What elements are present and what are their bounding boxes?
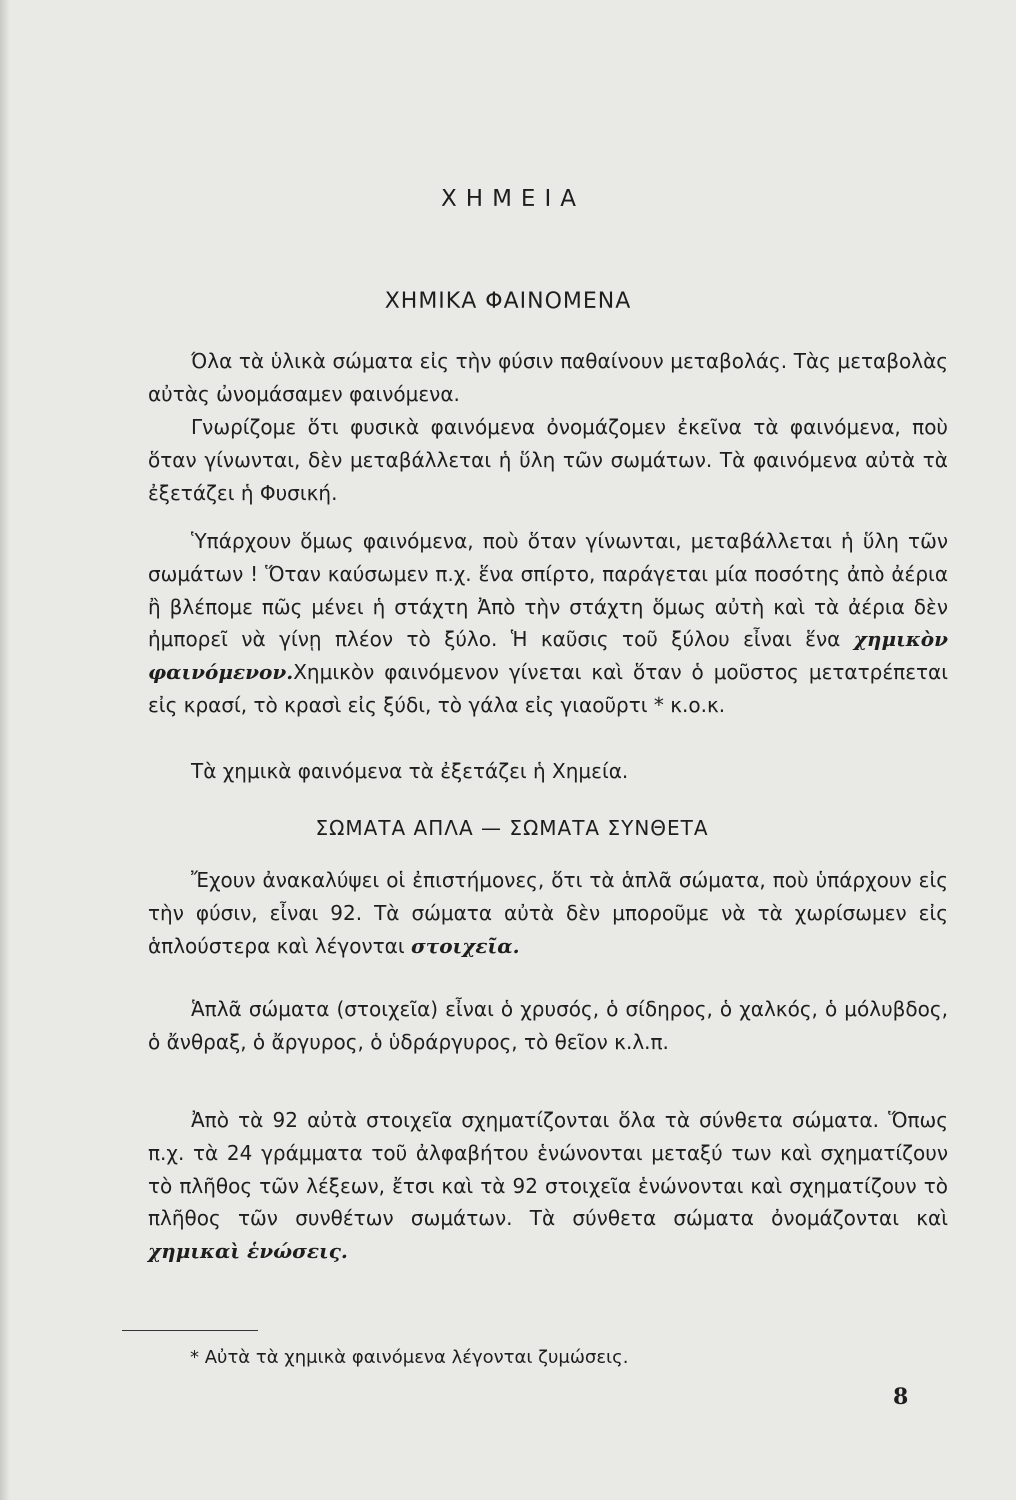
subheading-simple-compound: ΣΩΜΑΤΑ ΑΠΛΑ — ΣΩΜΑΤΑ ΣΥΝΘΕΤΑ	[315, 816, 709, 840]
paragraph-3-tail: Χημικὸν φαινόμενον γίνεται καὶ ὅταν ὁ μοῦστος μετατρέπεται εἰς κρασί, τὸ κρασὶ εἰς ξύδι, τὸ γάλα εἰς γιαοῦρτι * κ.ο.κ.	[148, 660, 948, 717]
paragraph-7-text: Ἀπὸ τὰ 92 αὐτὰ στοιχεῖα σχηματίζονται ὅλα τὰ σύνθετα σώματα. Ὅπως π.χ. τὰ 24 γράμματα τοῦ ἀλφαβήτου ἑνώνονται μεταξύ των καὶ σχηματίζουν τὸ πλῆθος τῶν λέξεων, ἔτσι καὶ τὰ 92 στοιχεῖα ἑνώνονται καὶ σχηματίζουν τὸ πλῆθος τῶν συνθέτων σωμάτων. Τὰ σύνθετα σώματα ὀνομάζονται καὶ	[148, 1108, 948, 1231]
paragraph-3	[148, 525, 948, 722]
footnote-rule	[122, 1330, 258, 1331]
paragraph-3-text: Ὑπάρχουν ὅμως φαινόμενα, ποὺ ὅταν γίνωνται, μεταβάλλεται ἡ ὕλη τῶν σωμάτων ! Ὅταν καύσωμεν π.χ. ἕνα σπίρτο, παράγεται μία ποσότης ἀπὸ ἀέρια ἢ βλέπομε πῶς μένει ἡ στάχτη Ἀπὸ τὴν στάχτη ὅμως αὐτὴ καὶ τὰ ἀέρια δὲν ἠμπορεῖ νὰ γίνῃ πλέον τὸ ξύλο. Ἡ καῦσις τοῦ ξύλου εἶναι ἕνα	[148, 529, 948, 652]
chapter-title: ΧΗΜΕΙΑ	[441, 186, 585, 212]
paragraph-5	[148, 864, 948, 962]
paragraph-4	[148, 755, 948, 788]
section-title: ΧΗΜΙΚΑ ΦΑΙΝΟΜΕΝΑ	[384, 289, 632, 314]
footnote: * Αὐτὰ τὰ χημικὰ φαινόμενα λέγονται ζυμώσεις.	[190, 1347, 629, 1368]
paragraph-6-text: Ἁπλᾶ σώματα (στοιχεῖα) εἶναι ὁ χρυσός, ὁ σίδηρος, ὁ χαλκός, ὁ μόλυβδος, ὁ ἄνθραξ, ὁ ἄργυρος, ὁ ὑδράργυρος, τὸ θεῖον κ.λ.π.	[148, 997, 948, 1054]
paragraph-7-emphasis: χημικαὶ ἑνώσεις.	[148, 1239, 348, 1264]
page-spine-shadow	[0, 0, 10, 1500]
paragraph-3-emphasis: χημικὸν φαινόμενον.	[148, 627, 948, 685]
paragraph-2	[148, 411, 948, 509]
paragraph-1	[148, 345, 948, 411]
paragraph-7	[148, 1104, 948, 1268]
page-number: 8	[893, 1384, 909, 1410]
paragraph-2-text: Γνωρίζομε ὅτι φυσικὰ φαινόμενα ὀνομάζομεν ἐκεῖνα τὰ φαινόμενα, ποὺ ὅταν γίνωνται, δὲν μεταβάλλεται ἡ ὕλη τῶν σωμάτων. Τὰ φαινόμενα αὐτὰ τὰ ἐξετάζει ἡ Φυσική.	[148, 415, 948, 505]
paragraph-6	[148, 993, 948, 1059]
paragraph-5-text: Ἔχουν ἀνακαλύψει οἱ ἐπιστήμονες, ὅτι τὰ ἁπλᾶ σώματα, ποὺ ὑπάρχουν εἰς τὴν φύσιν, εἶναι 92. Τὰ σώματα αὐτὰ δὲν μποροῦμε νὰ τὰ χωρίσωμεν εἰς ἁπλούστερα καὶ λέγονται	[148, 868, 948, 958]
paragraph-1-text: Όλα τὰ ὑλικὰ σώματα εἰς τὴν φύσιν παθαίνουν μεταβολάς. Τὰς μεταβολὰς αὐτὰς ὠνομάσαμεν φαινόμενα.	[148, 349, 948, 406]
paragraph-5-emphasis: στοιχεῖα.	[410, 933, 520, 958]
paragraph-4-text: Τὰ χημικὰ φαινόμενα τὰ ἐξετάζει ἡ Χημεία.	[191, 759, 629, 783]
